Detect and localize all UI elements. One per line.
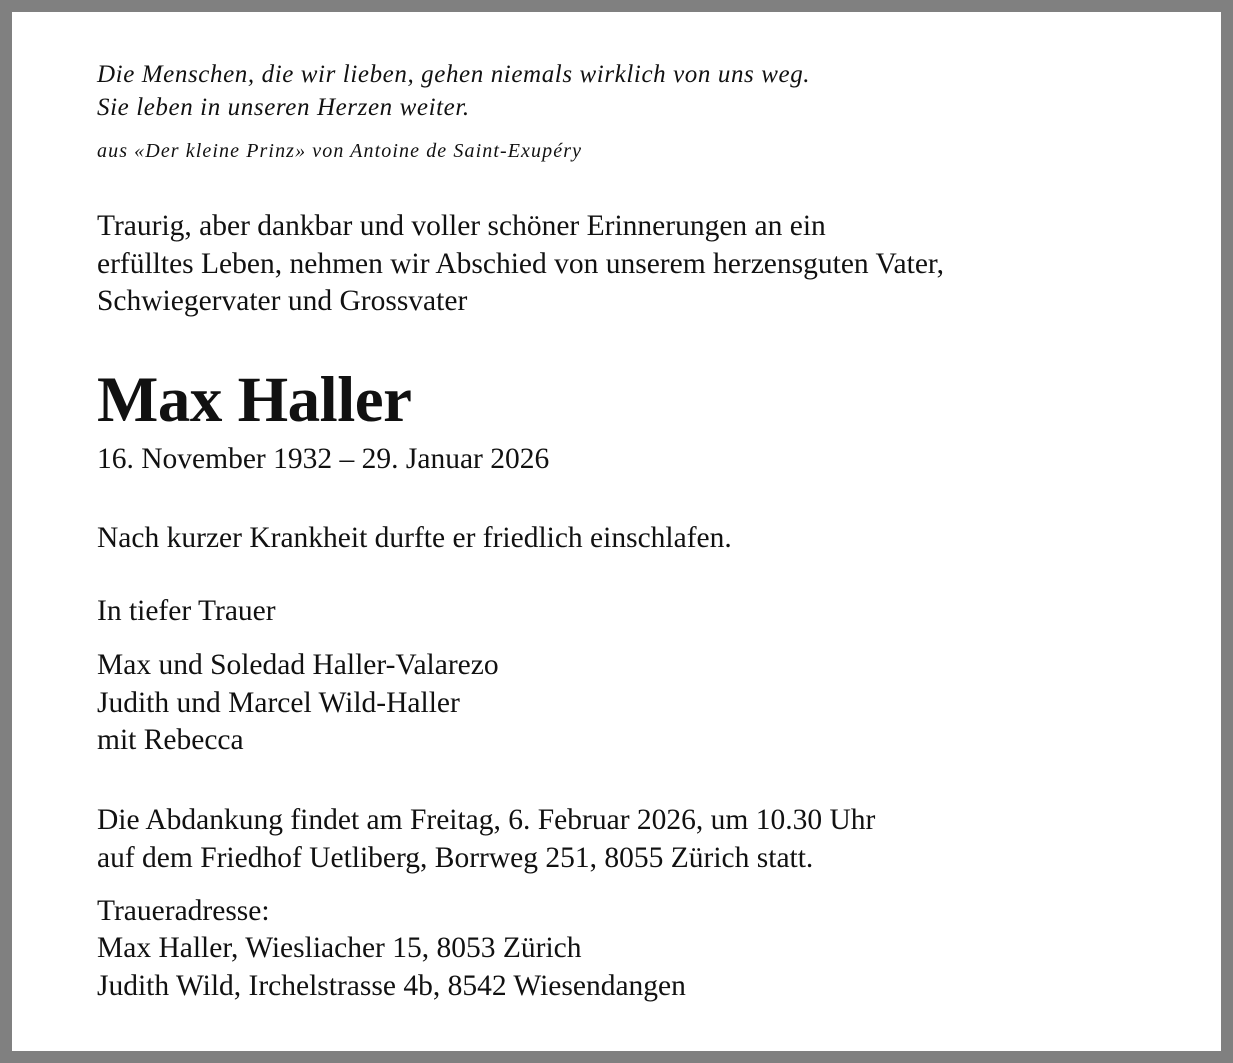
mourners-heading: In tiefer Trauer: [97, 595, 276, 627]
address-line: Judith Wild, Irchelstrasse 4b, 8542 Wiesendangen: [97, 970, 686, 1002]
quote-line-1: Die Menschen, die wir lieben, gehen niemals wirklich von uns weg.: [97, 61, 811, 88]
service-line-2: auf dem Friedhof Uetliberg, Borrweg 251, 8055 Zürich statt.: [97, 842, 814, 874]
quote-line-2: Sie leben in unseren Herzen weiter.: [97, 94, 470, 121]
passing-note: Nach kurzer Krankheit durfte er friedlich einschlafen.: [97, 522, 732, 554]
address-line: Max Haller, Wiesliacher 15, 8053 Zürich: [97, 932, 582, 964]
mourner-line: mit Rebecca: [97, 724, 244, 756]
address-heading: Traueradresse:: [97, 895, 270, 927]
mourner-line: Max und Soledad Haller-Valarezo: [97, 649, 499, 681]
mourner-line: Judith und Marcel Wild-Haller: [97, 687, 460, 719]
quote-source: aus «Der kleine Prinz» von Antoine de Saint-Exupéry: [97, 140, 583, 162]
life-dates: 16. November 1932 – 29. Januar 2026: [97, 443, 550, 475]
intro-line-1: Traurig, aber dankbar und voller schöner Erinnerungen an ein: [97, 210, 826, 242]
intro-line-3: Schwiegervater und Grossvater: [97, 285, 468, 317]
service-line-1: Die Abdankung findet am Freitag, 6. Februar 2026, um 10.30 Uhr: [97, 804, 876, 836]
intro-line-2: erfülltes Leben, nehmen wir Abschied von unserem herzensguten Vater,: [97, 248, 944, 280]
deceased-name: Max Haller: [97, 364, 412, 436]
obituary-page: [12, 12, 1221, 1051]
